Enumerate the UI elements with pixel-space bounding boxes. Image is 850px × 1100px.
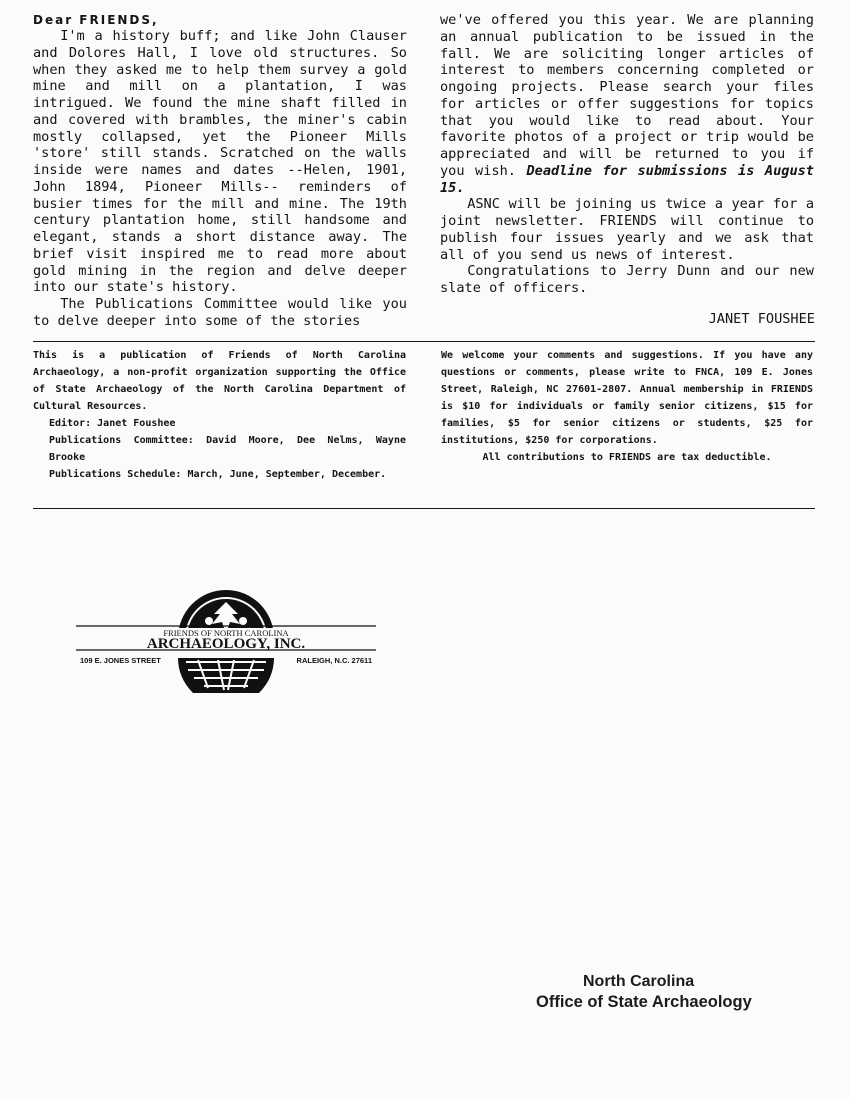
divider-top [33,341,815,342]
call-for-articles: we've offered you this year. We are planning an annual publication to be issued in the fall. We are soliciting longer articles of interest to members concerning completed or ongoing projects. Please search your files for articles or offer suggestions for topics that you would like to read about. Your favorite photos of a project or trip would be appreciated and will be returned to you if you wish. [440,12,814,179]
editor-credit: Editor: Janet Foushee [49,418,176,429]
logo-org-line: FRIENDS OF NORTH CAROLINA [163,628,289,638]
letter-paragraph-5: Congratulations to Jerry Dunn and our new slate of officers. [440,263,814,296]
committee-credit: Publications Committee: David Moore, Dee Nelms, Wayne Brooke [49,435,406,463]
letter-paragraph-4: ASNC will be joining us twice a year for a joint newsletter. FRIENDS will continue to publish four issues yearly and we ask that all of you send us news of interest. [440,196,814,263]
publication-info [33,347,406,483]
letter-paragraph-2: The Publications Committee would like you to delve deeper into some of the stories [33,296,407,329]
letter-paragraph-3 [440,12,814,196]
schedule-credit: Publications Schedule: March, June, September, December. [49,469,387,480]
office-credit [536,972,752,1012]
salutation: Dear FRIENDS, [33,13,159,27]
submission-deadline: Deadline for submissions is August 15. [440,162,814,196]
logo-name: ARCHAEOLOGY, INC. [146,636,306,652]
emblem-bottom-icon [178,658,274,693]
tax-note: All contributions to FRIENDS are tax deductible. [482,452,772,463]
office-line-2: Office of State Archaeology [536,993,752,1011]
divider-bottom [33,508,815,509]
contact-info [441,347,813,466]
about-text: This is a publication of Friends of North Carolina Archaeology, a non-profit organization supporting the Office of State Archaeology of the North Carolina Department of Cultural Resources. [33,350,406,412]
letter-paragraph-1: I'm a history buff; and like John Clauser and Dolores Hall, I love old structures. So when they asked me to help them survey a gold mine and mill on a plantation, I was intrigued. We found the mine shaft filled in and covered with brambles, the miner's cabin mostly collapsed, yet the Pioneer Mills 'store' still stands. Scratched on the walls inside were names and dates --Helen, 1901, John 1894, Pioneer Mills-- reminders of busier times for the mill and mine. The 19th century plantation home, still handsome and elegant, stands a short distance away. The brief visit inspired me to read more about gold mining in the region and delve deeper into our state's history. [33,28,407,296]
office-line-1: North Carolina [583,973,695,990]
signature: JANET FOUSHEE [708,311,815,327]
show-through-text-lower [492,660,812,1020]
letter-left-column [33,12,407,330]
logo-address-right: RALEIGH, N.C. 27611 [296,656,372,665]
fnca-logo [76,588,376,693]
logo-address-left: 109 E. JONES STREET [80,656,161,665]
contact-text: We welcome your comments and suggestions. If you have any questions or comments, please write to FNCA, 109 E. Jones Street, Raleigh, NC 27601-2807. Annual membership in FRIENDS is $10 for individuals or family senior citizens, $15 for families, $5 for senior citizens or students, $25 for institutions, $250 for corporations. [441,350,813,446]
letter-right-column [440,12,814,297]
